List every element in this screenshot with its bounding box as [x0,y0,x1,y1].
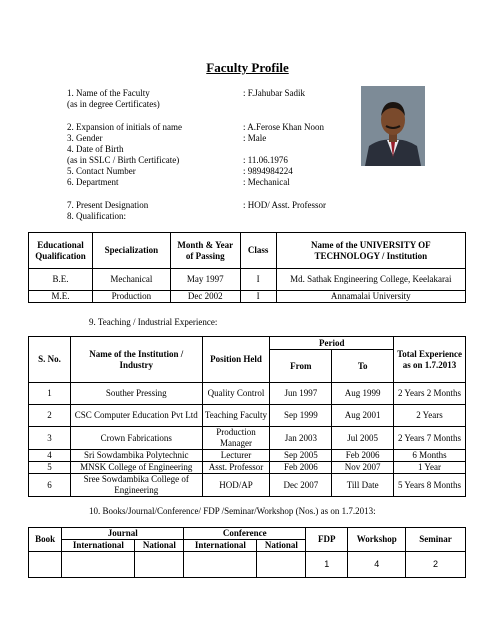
publications-header-conference: Conference [184,528,306,540]
table-cell: Jun 1997 [270,383,332,405]
publications-header-book: Book [29,528,62,552]
qualification-header-cell: Month & Year of Passing [170,233,240,269]
table-row [29,474,466,497]
table-cell: Sri Sowdambika Polytechnic [70,450,202,462]
table-cell: 6 Months [394,450,466,462]
page-title: Faculty Profile [206,60,289,75]
table-cell [29,552,62,578]
publications-header-fdp: FDP [306,528,348,552]
table-cell: 3 [29,427,71,450]
table-cell: B.E. [29,269,93,291]
publications-header-conference-national: National [257,540,306,552]
table-cell: Jan 2003 [270,427,332,450]
qualification-header-row [29,233,466,269]
publications-fdp-count: 1 [306,552,348,578]
publications-header-row [29,528,466,540]
qualification-header-cell: Name of the UNIVERSITY OF TECHNOLOGY / Institution [276,233,465,269]
profile-value-initials: : A.Ferose Khan Noon [243,122,324,132]
table-cell: 2 Years 2 Months [394,383,466,405]
profile-label-name: 1. Name of the Faculty [67,88,150,98]
table-cell: I [240,269,276,291]
table-cell: CSC Computer Education Pvt Ltd [70,405,202,427]
table-row [29,427,466,450]
table-cell: Mechanical [92,269,170,291]
table-cell [184,552,257,578]
table-cell: Quality Control [202,383,270,405]
publications-caption: 10. Books/Journal/Conference/ FDP /Seminar/Workshop (Nos.) as on 1.7.2013: [89,506,376,516]
profile-label-dob-note: (as in SSLC / Birth Certificate) [67,155,180,165]
profile-value-gender: : Male [243,133,267,143]
table-row [29,405,466,427]
table-cell: Jul 2005 [332,427,394,450]
publications-header-journal-national: National [135,540,184,552]
profile-label-designation: 7. Present Designation [67,200,149,210]
table-cell: Asst. Professor [202,462,270,474]
experience-header-from: From [270,350,332,383]
table-cell [62,552,135,578]
profile-value-dob: : 11.06.1976 [243,155,288,165]
profile-value-name: : F.Jahubar Sadik [243,88,306,98]
table-row [29,552,466,578]
experience-caption: 9. Teaching / Industrial Experience: [89,317,218,327]
table-cell: Crown Fabrications [70,427,202,450]
table-cell: Till Date [332,474,394,497]
table-cell: Sep 1999 [270,405,332,427]
faculty-photo [361,86,425,166]
table-cell [257,552,306,578]
publications-header-conference-international: International [184,540,257,552]
table-cell: 2 [29,405,71,427]
table-cell: MNSK College of Engineering [70,462,202,474]
table-cell: M.E. [29,291,93,303]
table-cell [135,552,184,578]
qualification-table [28,232,466,303]
table-row [29,462,466,474]
table-cell: 5 [29,462,71,474]
table-cell: 1 Year [394,462,466,474]
profile-value-department: : Mechanical [243,177,290,187]
publications-header-workshop: Workshop [348,528,406,552]
profile-value-designation: : HOD/ Asst. Professor [243,200,327,210]
table-cell: 4 [29,450,71,462]
profile-label-qualification: 8. Qualification: [67,211,126,221]
table-cell: Dec 2002 [170,291,240,303]
table-cell: 6 [29,474,71,497]
table-cell: Feb 2006 [332,450,394,462]
table-cell: 5 Years 8 Months [394,474,466,497]
profile-label-name-note: (as in degree Certificates) [67,99,160,109]
table-cell: Lecturer [202,450,270,462]
table-cell: Feb 2006 [270,462,332,474]
qualification-header-cell: Educational Qualification [29,233,93,269]
publications-header-journal-international: International [62,540,135,552]
experience-header-position: Position Held [202,337,270,383]
table-cell: Aug 2001 [332,405,394,427]
table-cell: Sree Sowdambika College of Engineering [70,474,202,497]
table-cell: Sep 2005 [270,450,332,462]
experience-header-to: To [332,350,394,383]
publications-table [28,527,466,578]
publications-header-seminar: Seminar [406,528,466,552]
qualification-header-cell: Class [240,233,276,269]
table-row [29,269,466,291]
table-cell: Annamalai University [276,291,465,303]
experience-table [28,336,466,497]
table-cell: 2 Years 7 Months [394,427,466,450]
table-row [29,291,466,303]
experience-header-total: Total Experience as on 1.7.2013 [394,337,466,383]
profile-label-dob: 4. Date of Birth [67,144,124,154]
experience-header-period: Period [270,337,394,350]
publications-header-journal: Journal [62,528,184,540]
experience-header-row [29,337,466,350]
table-cell: Aug 1999 [332,383,394,405]
table-cell: Production [92,291,170,303]
profile-value-contact: : 9894984224 [243,166,293,176]
table-cell: Md. Sathak Engineering College, Keelakarai [276,269,465,291]
profile-label-department: 6. Department [67,177,119,187]
profile-label-contact: 5. Contact Number [67,166,136,176]
table-row [29,383,466,405]
experience-header-sno: S. No. [29,337,71,383]
publications-workshop-count: 4 [348,552,406,578]
profile-label-initials: 2. Expansion of initials of name [67,122,182,132]
experience-header-institution: Name of the Institution / Industry [70,337,202,383]
table-cell: May 1997 [170,269,240,291]
qualification-header-cell: Specialization [92,233,170,269]
table-cell: Teaching Faculty [202,405,270,427]
table-cell: Souther Pressing [70,383,202,405]
profile-label-gender: 3. Gender [67,133,103,143]
faculty-portrait-icon [361,86,425,166]
table-cell: I [240,291,276,303]
table-cell: HOD/AP [202,474,270,497]
table-cell: 1 [29,383,71,405]
table-cell: Dec 2007 [270,474,332,497]
table-cell: Nov 2007 [332,462,394,474]
publications-seminar-count: 2 [406,552,466,578]
table-cell: Production Manager [202,427,270,450]
table-row [29,450,466,462]
table-cell: 2 Years [394,405,466,427]
